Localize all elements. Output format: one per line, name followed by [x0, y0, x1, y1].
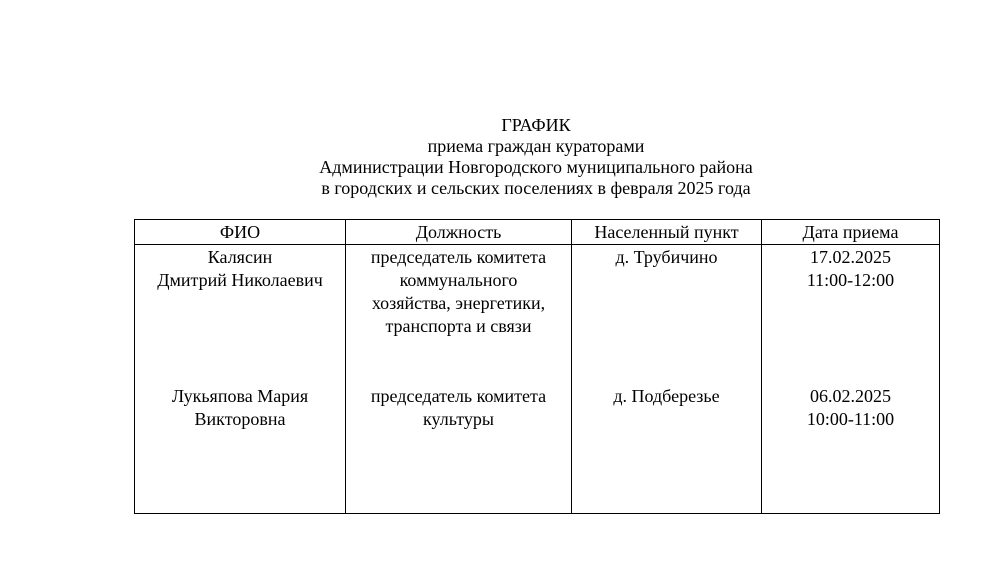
position-line: коммунального [399, 270, 518, 290]
time-text: 10:00-11:00 [806, 409, 895, 429]
table-row [135, 245, 940, 386]
position-line: председатель комитета [370, 386, 547, 406]
cell-fio [135, 385, 346, 514]
document-subtitle-line-2: приема граждан кураторами [427, 136, 645, 156]
position-line: хозяйства, энергетики, [371, 293, 546, 313]
fio-line: Калясин [207, 247, 273, 267]
fio-line: Викторовна [194, 409, 286, 429]
date-text: 17.02.2025 [810, 247, 891, 267]
position-line: председатель комитета [370, 247, 547, 267]
column-header-place: Населенный пункт [572, 220, 762, 245]
cell-place [572, 245, 762, 386]
cell-fio [135, 245, 346, 386]
table-header-row [135, 220, 940, 245]
document-subtitle-line-4: в городских и сельских поселениях в февраля 2025 года [321, 178, 751, 198]
document-subtitle-line-3: Администрации Новгородского муниципального района [319, 157, 753, 177]
column-header-fio: ФИО [135, 220, 346, 245]
cell-date [762, 385, 940, 514]
schedule-table [134, 219, 940, 514]
cell-date [762, 245, 940, 386]
time-text: 11:00-12:00 [806, 270, 895, 290]
column-header-position: Должность [346, 220, 572, 245]
date-text: 06.02.2025 [810, 386, 891, 406]
document-title-block [0, 115, 1000, 199]
position-line: транспорта и связи [385, 316, 532, 336]
document-title: ГРАФИК [501, 115, 571, 135]
fio-line: Дмитрий Николаевич [157, 270, 323, 290]
table-row [135, 385, 940, 514]
cell-position [346, 245, 572, 386]
place-text: д. Трубичино [615, 247, 718, 267]
fio-line: Лукьяпова Мария [171, 386, 309, 406]
cell-place [572, 385, 762, 514]
cell-position [346, 385, 572, 514]
place-text: д. Подберезье [613, 386, 720, 406]
column-header-date: Дата приема [762, 220, 940, 245]
position-line: культуры [423, 409, 494, 429]
